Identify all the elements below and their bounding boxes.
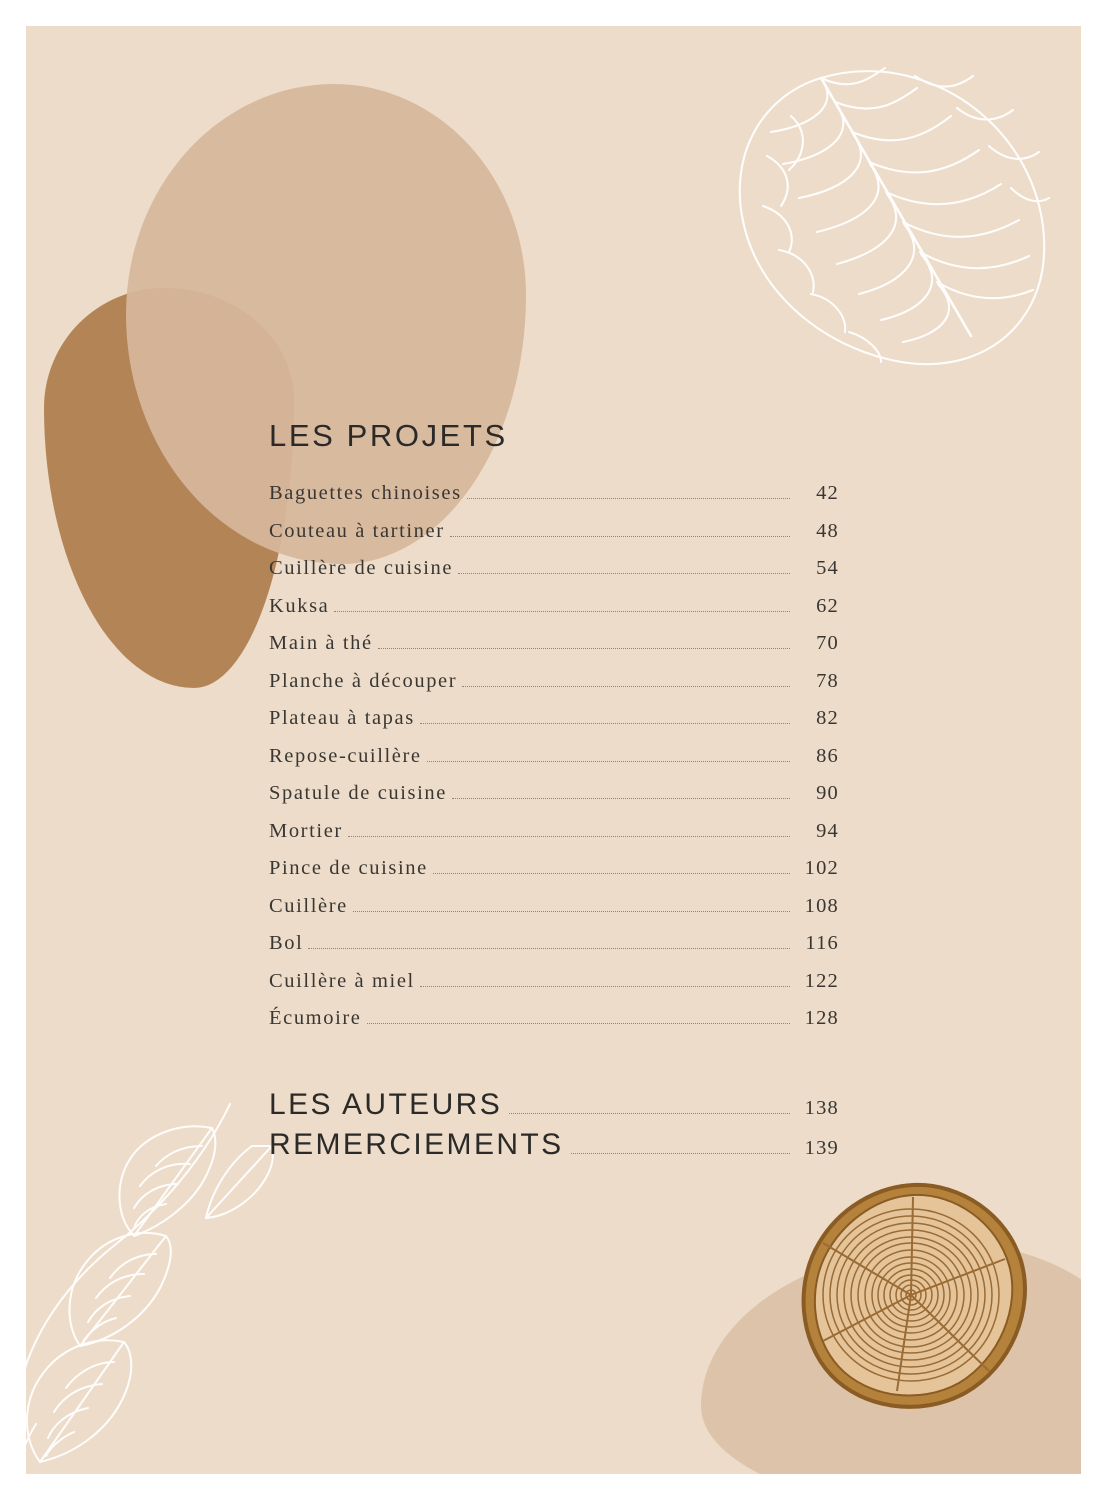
toc-leader bbox=[509, 1112, 790, 1114]
toc-entry-label: Couteau à tartiner bbox=[269, 519, 445, 542]
back-matter-entry[interactable] bbox=[269, 1128, 839, 1162]
toc-entry[interactable] bbox=[269, 670, 839, 693]
toc-entry[interactable] bbox=[269, 745, 839, 768]
toc-leader bbox=[458, 572, 790, 574]
toc-entry-label: Repose-cuillère bbox=[269, 744, 422, 767]
toc-list bbox=[269, 482, 839, 1030]
toc-entry-page: 48 bbox=[816, 519, 839, 542]
toc-entry-label: Mortier bbox=[269, 819, 343, 842]
back-matter-page: 139 bbox=[804, 1137, 839, 1159]
toc-entry-page: 70 bbox=[816, 632, 839, 654]
toc-leader bbox=[367, 1022, 791, 1024]
toc-entry-label: Bol bbox=[269, 932, 304, 954]
toc-entry-page: 82 bbox=[816, 707, 839, 729]
toc-leader bbox=[308, 947, 790, 949]
toc-entry-label: Planche à découper bbox=[269, 669, 458, 692]
toc-entry-label: Spatule de cuisine bbox=[269, 782, 447, 804]
toc-entry-page: 116 bbox=[805, 932, 839, 954]
toc-leader bbox=[420, 722, 790, 724]
toc-leader bbox=[378, 647, 790, 649]
page-sheet bbox=[26, 26, 1081, 1474]
table-of-contents bbox=[269, 418, 839, 1168]
toc-entry-page: 90 bbox=[816, 782, 839, 804]
toc-entry[interactable] bbox=[269, 932, 839, 955]
toc-entry-label: Cuillère de cuisine bbox=[269, 557, 454, 579]
toc-entry[interactable] bbox=[269, 557, 839, 580]
toc-entry[interactable] bbox=[269, 820, 839, 843]
back-matter-label: LES AUTEURS bbox=[269, 1088, 503, 1121]
leaf-illustration-bottom bbox=[26, 1094, 276, 1474]
toc-entry-page: 62 bbox=[816, 594, 839, 617]
toc-entry[interactable] bbox=[269, 520, 839, 543]
toc-leader bbox=[353, 910, 790, 912]
toc-entry-page: 108 bbox=[804, 894, 839, 917]
back-matter-page: 138 bbox=[804, 1097, 839, 1119]
toc-entry-label: Cuillère à miel bbox=[269, 969, 415, 992]
toc-entry-page: 128 bbox=[804, 1007, 839, 1029]
toc-entry[interactable] bbox=[269, 782, 839, 805]
toc-leader bbox=[462, 685, 790, 687]
toc-entry[interactable] bbox=[269, 632, 839, 655]
toc-leader bbox=[348, 835, 790, 837]
toc-entry-label: Kuksa bbox=[269, 594, 330, 617]
toc-entry-label: Baguettes chinoises bbox=[269, 482, 462, 504]
toc-leader bbox=[467, 497, 790, 499]
wood-log-illustration bbox=[793, 1181, 1033, 1416]
toc-leader bbox=[571, 1152, 790, 1154]
back-matter-label: REMERCIEMENTS bbox=[269, 1128, 564, 1161]
back-matter-entry[interactable] bbox=[269, 1088, 839, 1122]
toc-entry-label: Pince de cuisine bbox=[269, 857, 428, 879]
toc-entry-page: 94 bbox=[816, 819, 839, 842]
toc-entry-page: 54 bbox=[816, 557, 839, 579]
toc-entry[interactable] bbox=[269, 970, 839, 993]
page-title: LES PROJETS bbox=[269, 418, 508, 453]
toc-leader bbox=[450, 535, 790, 537]
toc-leader bbox=[452, 797, 790, 799]
toc-entry[interactable] bbox=[269, 857, 839, 880]
toc-entry[interactable] bbox=[269, 1007, 839, 1030]
toc-entry-page: 78 bbox=[816, 669, 839, 692]
toc-entry[interactable] bbox=[269, 595, 839, 618]
toc-leader bbox=[420, 985, 790, 987]
leaf-illustration-top bbox=[671, 36, 1061, 386]
toc-entry-label: Écumoire bbox=[269, 1007, 362, 1029]
toc-entry[interactable] bbox=[269, 895, 839, 918]
toc-entry-label: Main à thé bbox=[269, 632, 373, 654]
toc-entry[interactable] bbox=[269, 707, 839, 730]
toc-entry-label: Plateau à tapas bbox=[269, 707, 415, 729]
toc-leader bbox=[334, 610, 790, 612]
toc-entry-page: 122 bbox=[804, 969, 839, 992]
toc-entry-page: 42 bbox=[816, 482, 839, 504]
back-matter-list bbox=[269, 1088, 839, 1162]
toc-entry[interactable] bbox=[269, 482, 839, 505]
toc-leader bbox=[427, 760, 790, 762]
toc-entry-page: 102 bbox=[804, 857, 839, 879]
toc-leader bbox=[433, 872, 790, 874]
toc-entry-label: Cuillère bbox=[269, 894, 348, 917]
toc-entry-page: 86 bbox=[816, 744, 839, 767]
